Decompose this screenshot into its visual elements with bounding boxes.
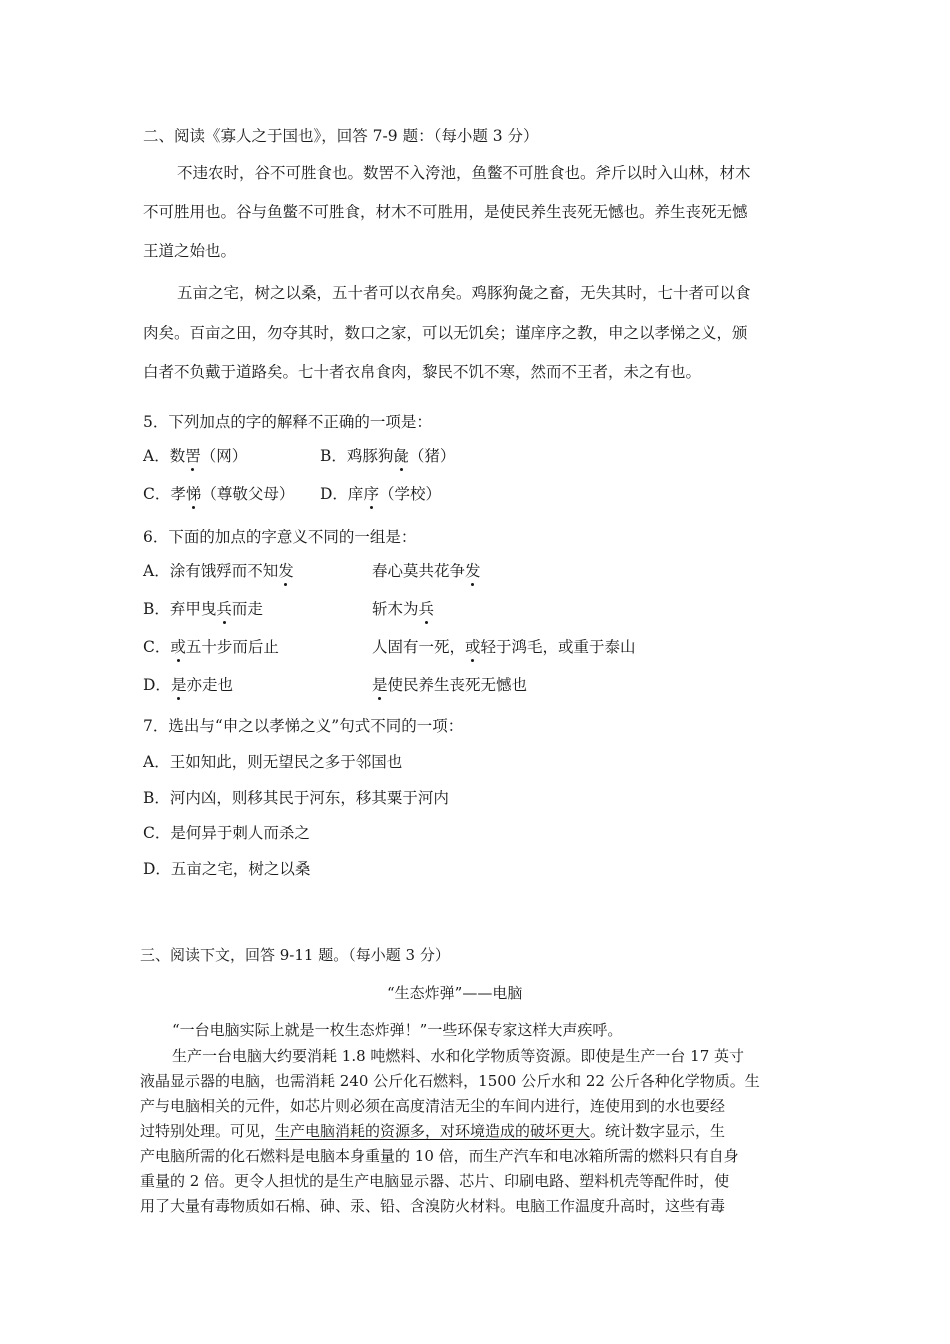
section3-heading: 三、阅读下文，回答 9-11 题。（每小题 3 分） <box>140 946 450 964</box>
article-line: 用了大量有毒物质如石棉、砷、汞、铅、含溴防火材料。电脑工作温度升高时，这些有毒 <box>140 1197 726 1215</box>
q7-option-b: B．河内凶，则移其民于河东，移其粟于河内 <box>143 789 449 807</box>
emphasis-dot-char: 或 <box>465 638 481 656</box>
emphasis-dot-char: 是 <box>170 676 187 694</box>
question-5-stem: 5．下列加点的字的解释不正确的一项是： <box>143 413 432 431</box>
passage-line: 肉矣。百亩之田，勿夺其时，数口之家，可以无饥矣；谨庠序之教，申之以孝悌之义，颁 <box>143 324 748 342</box>
question-7-stem: 7．选出与“申之以孝悌之义”句式不同的一项： <box>143 717 464 735</box>
q6-option-b-right: 斩木为兵 <box>372 600 435 618</box>
emphasis-dot-char: 兵 <box>418 600 435 618</box>
emphasis-dot-char: 罟 <box>185 447 201 465</box>
section2-heading: 二、阅读《寡人之于国也》，回答 7-9 题：（每小题 3 分） <box>143 127 539 145</box>
emphasis-dot-char: 发 <box>278 562 294 580</box>
q6-option-d-right: 是使民养生丧死无憾也 <box>372 676 528 694</box>
passage-line: 白者不负戴于道路矣。七十者衣帛食肉，黎民不饥不寒，然而不王者，未之有也。 <box>143 363 702 381</box>
article-paragraph: “一台电脑实际上就是一枚生态炸弹！”一些环保专家这样大声疾呼。 <box>172 1021 623 1039</box>
q6-option-a-left: A．涂有饿殍而不知发 <box>143 562 294 580</box>
q6-option-c-left: C．或五十步而后止 <box>143 638 279 656</box>
q5-option-a: A．数罟（网） <box>143 447 248 465</box>
emphasis-dot-char: 兵 <box>216 600 232 618</box>
q6-option-a-right: 春心莫共花争发 <box>372 562 481 580</box>
emphasis-dot-char: 发 <box>465 562 481 580</box>
article-line: 重量的 2 倍。更令人担忧的是生产电脑显示器、芯片、印刷电路、塑料机壳等配件时，使 <box>140 1172 730 1190</box>
q5-option-d: D．庠序（学校） <box>320 485 441 503</box>
article-line: 过特别处理。可见，生产电脑消耗的资源多，对环境造成的破坏更大。统计数字显示，生 <box>140 1122 726 1140</box>
question-6-stem: 6．下面的加点的字意义不同的一组是： <box>143 528 417 546</box>
emphasis-dot-char: 序 <box>363 485 379 503</box>
q6-option-c-right: 人固有一死，或轻于鸿毛，或重于泰山 <box>372 638 636 656</box>
emphasis-dot-char: 是 <box>372 676 388 694</box>
underlined-sentence: 生产电脑消耗的资源多，对环境造成的破坏更大 <box>275 1122 591 1140</box>
q5-option-c: C．孝悌（尊敬父母） <box>143 485 295 503</box>
emphasis-dot-char: 彘 <box>393 447 409 465</box>
article-line: 产电脑所需的化石燃料是电脑本身重量的 10 倍，而生产汽车和电冰箱所需的燃料只有自身 <box>140 1147 739 1165</box>
q7-option-a: A．王如知此，则无望民之多于邻国也 <box>143 753 403 771</box>
article-title: “生态炸弹”——电脑 <box>387 984 523 1002</box>
q7-option-d: D．五亩之宅，树之以桑 <box>143 860 311 878</box>
q7-option-c: C．是何异于刺人而杀之 <box>143 824 310 842</box>
q5-option-b: B．鸡豚狗彘（猪） <box>320 447 456 465</box>
q6-option-b-left: B．弃甲曳兵而走 <box>143 600 263 618</box>
passage-line: 不可胜用也。谷与鱼鳖不可胜食，材木不可胜用，是使民养生丧死无憾也。养生丧死无憾 <box>143 203 748 221</box>
passage-line: 五亩之宅，树之以桑，五十者可以衣帛矣。鸡豚狗彘之畜，无失其时，七十者可以食 <box>177 284 751 302</box>
emphasis-dot-char: 或 <box>170 638 186 656</box>
article-line: 生产一台电脑大约要消耗 1.8 吨燃料、水和化学物质等资源。即使是生产一台 17 英寸 <box>172 1047 745 1065</box>
emphasis-dot-char: 悌 <box>185 485 202 503</box>
q6-option-d-left: D．是亦走也 <box>143 676 233 694</box>
article-line: 液晶显示器的电脑，也需消耗 240 公斤化石燃料，1500 公斤水和 22 公斤各种化学物质。生 <box>140 1072 760 1090</box>
passage-line: 王道之始也。 <box>143 242 237 260</box>
passage-line: 不违农时，谷不可胜食也。数罟不入洿池，鱼鳖不可胜食也。斧斤以时入山林，材木 <box>177 164 751 182</box>
article-line: 产与电脑相关的元件，如芯片则必须在高度清洁无尘的车间内进行，连使用到的水也要经 <box>140 1097 726 1115</box>
